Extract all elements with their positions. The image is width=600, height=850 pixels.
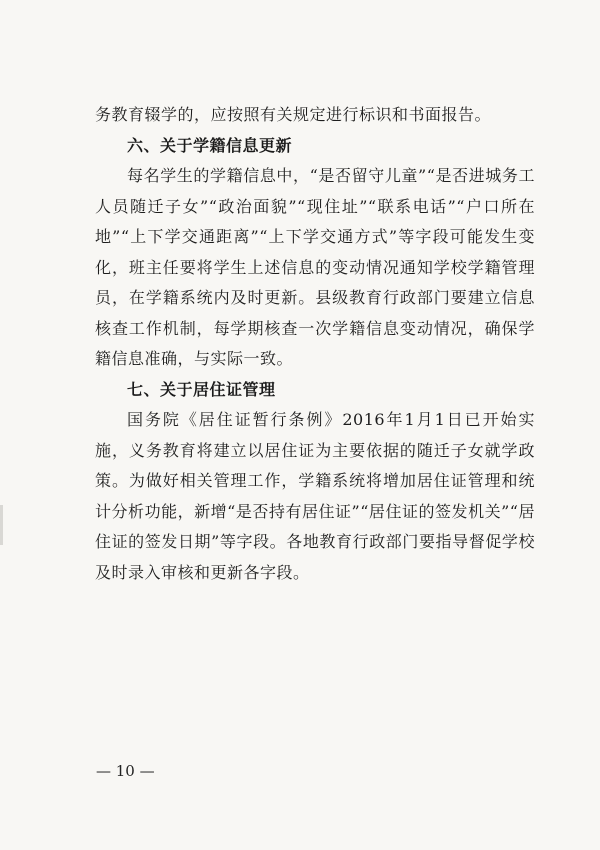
section-6-paragraph: 每名学生的学籍信息中，“是否留守儿童”“是否进城务工人员随迁子女”“政治面貌”“现住址”“联系电话”“户口所在地”“上下学交通距离”“上下学交通方式”等字段可能发生变化，班主任要将学生上述信息的变动情况通知学校学籍管理员，在学籍系统内及时更新。县级教育行政部门要建立信息核查工作机制，每学期核查一次学籍信息变动情况，确保学籍信息准确，与实际一致。	[95, 166, 535, 368]
section-6-heading: 六、关于学籍信息更新	[127, 135, 293, 155]
page-number: — 10 —	[96, 762, 155, 780]
section-7-heading: 七、关于居住证管理	[127, 379, 276, 399]
scan-edge-mark	[0, 505, 3, 545]
document-body	[95, 100, 535, 588]
continuation-paragraph: 务教育辍学的，应按照有关规定进行标识和书面报告。	[95, 105, 492, 124]
section-7-paragraph: 国务院《居住证暂行条例》2016年1月1日已开始实施，义务教育将建立以居住证为主要依据的随迁子女就学政策。为做好相关管理工作，学籍系统将增加居住证管理和统计分析功能，新增“是否持有居住证”“居住证的签发机关”“居住证的签发日期”等字段。各地教育行政部门要指导督促学校及时录入审核和更新各字段。	[95, 410, 535, 582]
